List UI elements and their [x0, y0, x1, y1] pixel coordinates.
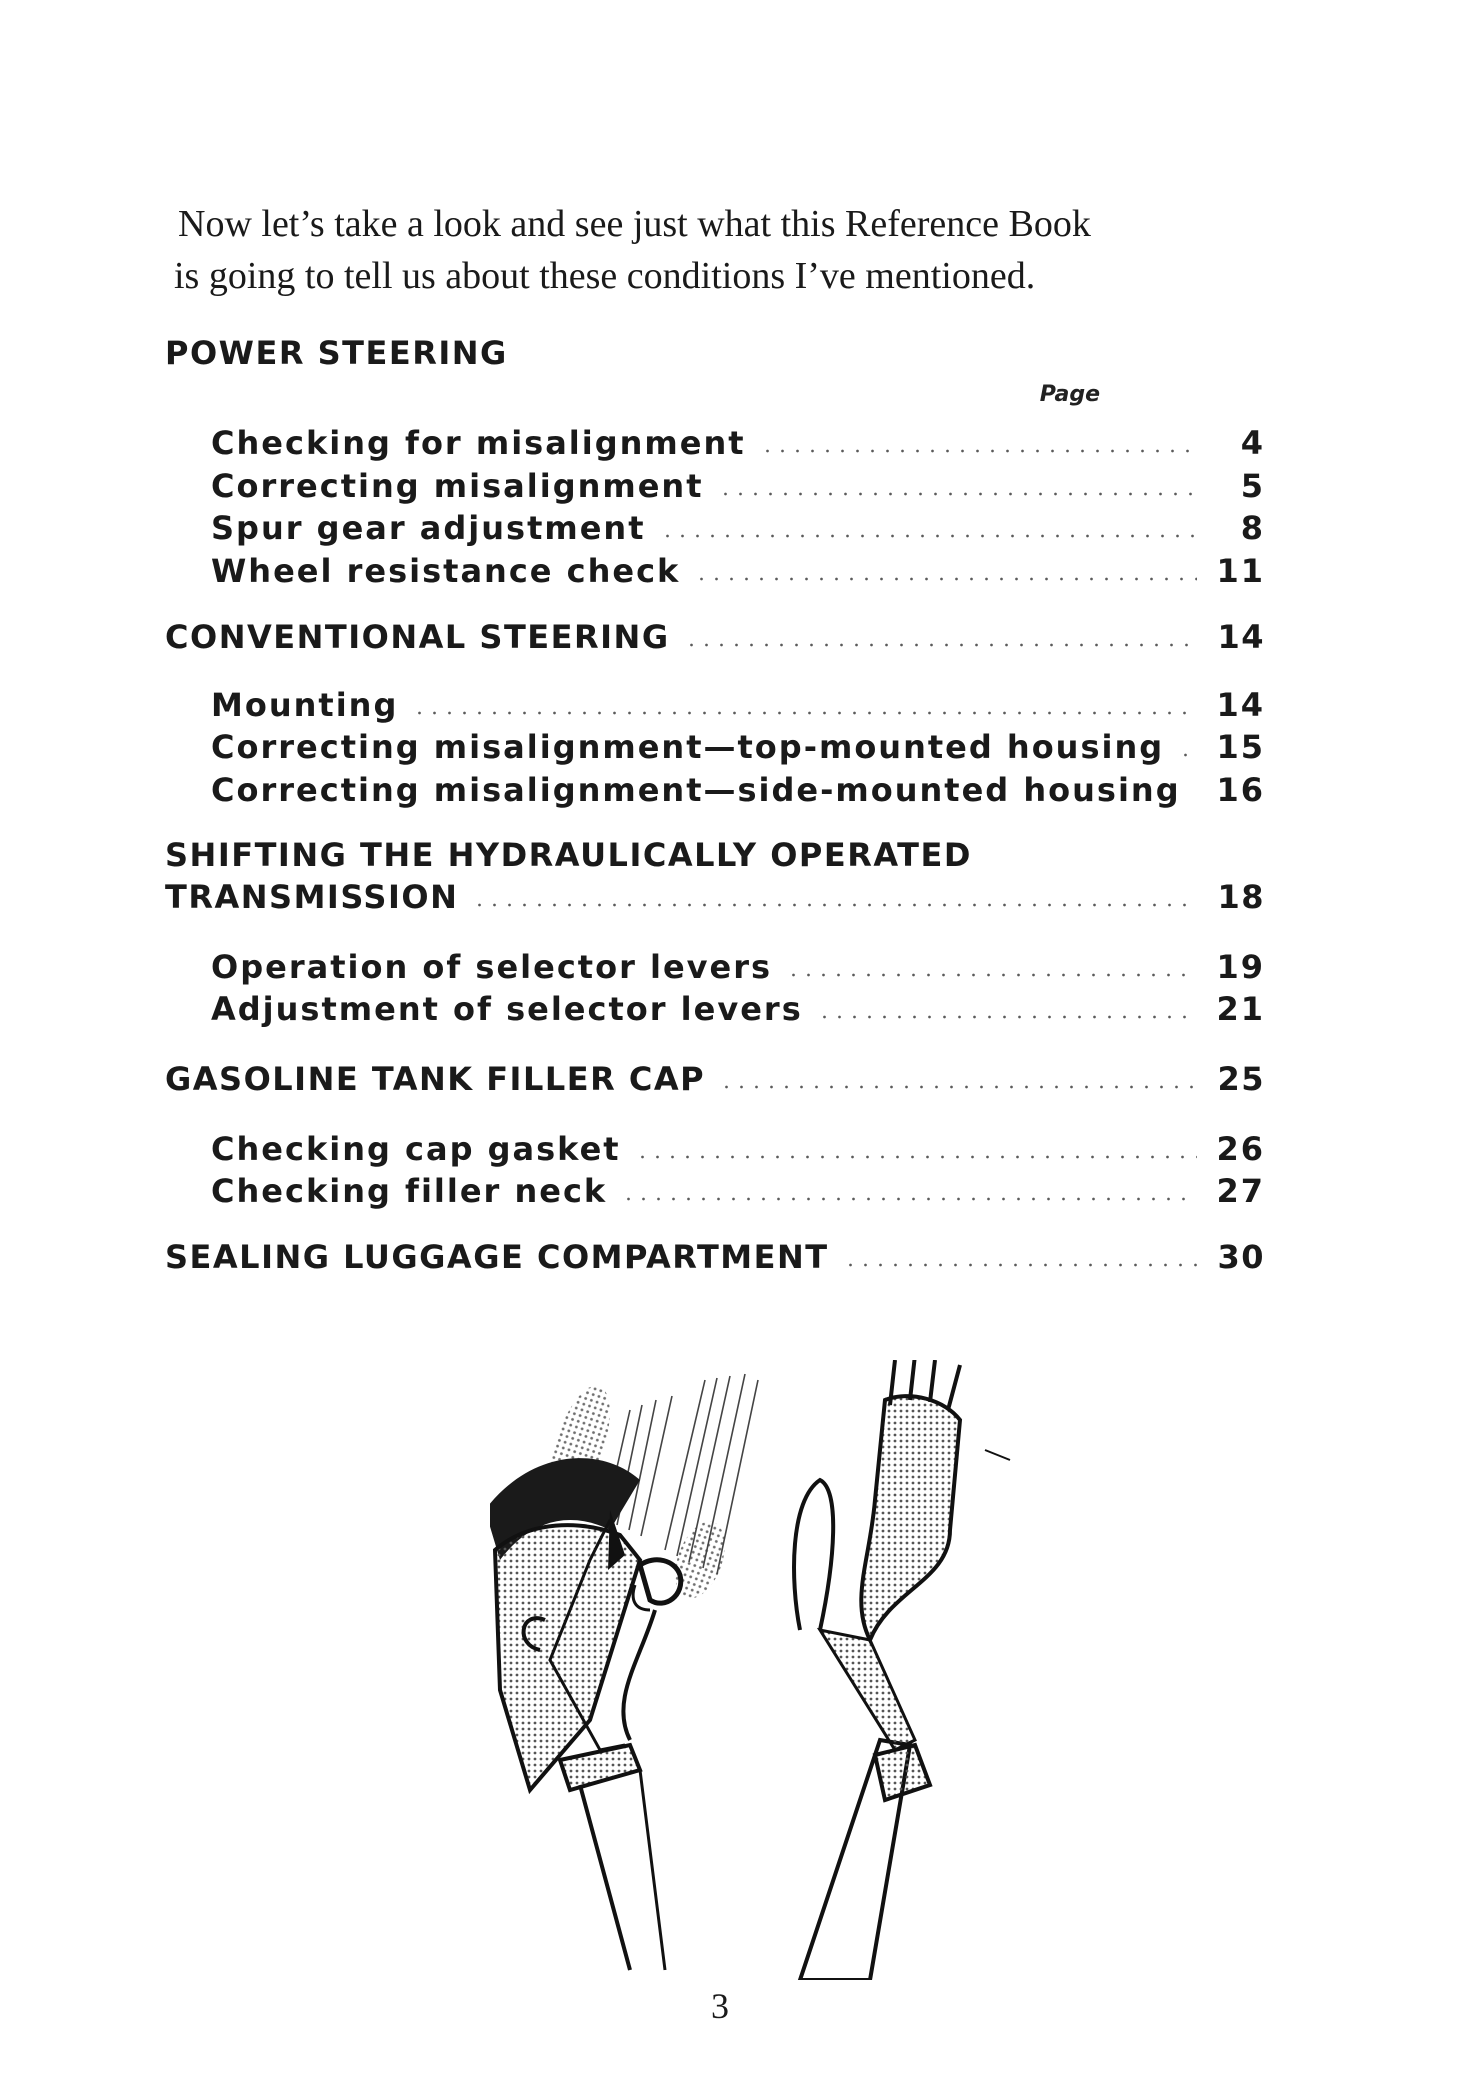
dot-leader — [472, 903, 1197, 907]
toc-item: Mounting 14 — [211, 686, 1265, 724]
toc-section-transmission: TRANSMISSION 18 — [165, 878, 1265, 916]
toc-item: Correcting misalignment 5 — [211, 467, 1265, 505]
dot-leader — [719, 1085, 1197, 1089]
page-number: 3 — [711, 1986, 729, 2026]
toc-section-sealing-luggage-compartment: SEALING LUGGAGE COMPARTMENT 30 — [165, 1238, 1265, 1276]
intro-line-2: is going to tell us about these conditions I’ve mentioned. — [174, 255, 1036, 297]
toc-item: Adjustment of selector levers 21 — [211, 990, 1265, 1028]
toc-item: Checking cap gasket 26 — [211, 1130, 1265, 1168]
toc-item: Wheel resistance check 11 — [211, 552, 1265, 590]
dot-leader — [635, 1155, 1197, 1159]
cartoon-man-sniffing-fork-icon — [490, 1360, 1050, 1980]
toc-item: Correcting misalignment—side-mounted housing 16 — [211, 771, 1265, 809]
dot-leader — [1178, 753, 1197, 757]
dot-leader — [412, 711, 1197, 715]
page-column-label: Page — [1039, 382, 1100, 407]
toc-item: Spur gear adjustment 8 — [211, 509, 1265, 547]
intro-line-1: Now let’s take a look and see just what this Reference Book — [178, 203, 1091, 245]
toc-item: Correcting misalignment—top-mounted housing 15 — [211, 728, 1265, 766]
dot-leader — [694, 577, 1197, 581]
dot-leader — [817, 1015, 1197, 1019]
toc-section-gasoline-tank-filler-cap: GASOLINE TANK FILLER CAP 25 — [165, 1060, 1265, 1098]
toc-section-hydraulic-transmission: SHIFTING THE HYDRAULICALLY OPERATED — [165, 836, 972, 874]
dot-leader — [660, 534, 1198, 538]
dot-leader — [1195, 796, 1197, 800]
intro-text — [174, 198, 1278, 302]
toc-section-conventional-steering: CONVENTIONAL STEERING 14 — [165, 618, 1265, 656]
dot-leader — [718, 492, 1198, 496]
toc-item: Operation of selector levers 19 — [211, 948, 1265, 986]
dot-leader — [684, 643, 1197, 647]
dot-leader — [786, 973, 1197, 977]
toc-section-power-steering: POWER STEERING — [165, 334, 508, 372]
toc-item: Checking filler neck 27 — [211, 1172, 1265, 1210]
dot-leader — [760, 449, 1197, 453]
dot-leader — [621, 1197, 1197, 1201]
toc-item: Checking for misalignment 4 — [211, 424, 1265, 462]
dot-leader — [843, 1263, 1197, 1267]
